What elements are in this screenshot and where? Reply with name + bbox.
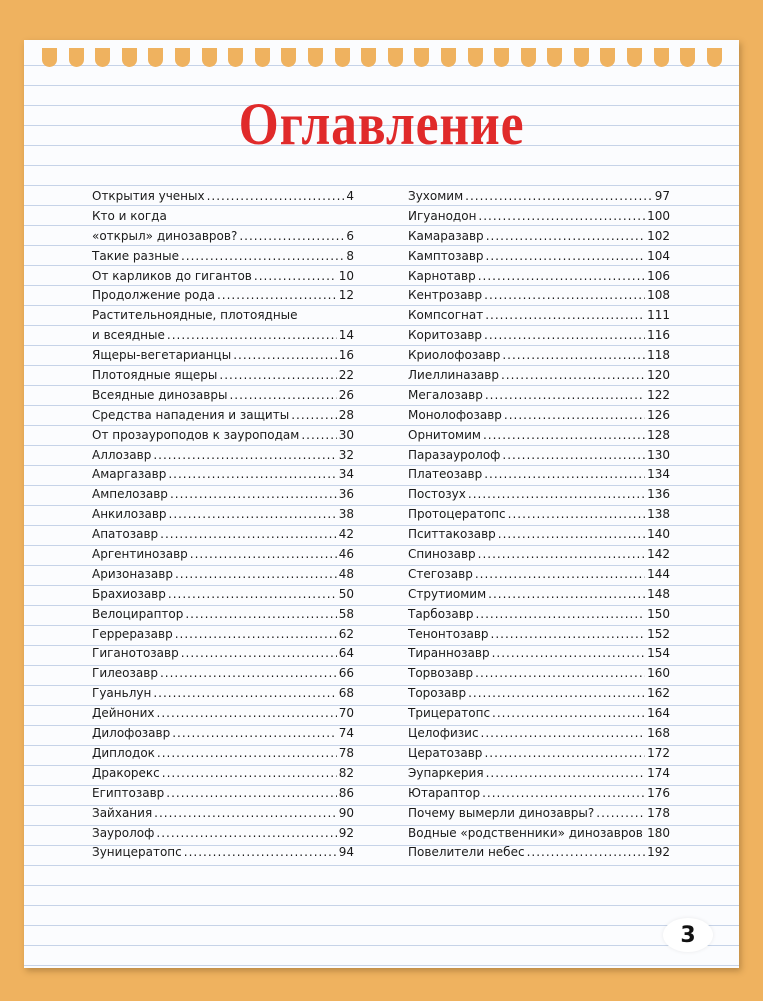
toc-entry-page: 32: [338, 447, 354, 462]
toc-entry-title: Постозух: [408, 487, 466, 502]
dot-leader: [160, 664, 337, 684]
toc-entry[interactable]: [92, 326, 354, 346]
toc-entry-title: Плотоядные ящеры: [92, 368, 218, 383]
toc-entry-title: Дейноних: [92, 706, 155, 721]
dot-leader: [219, 366, 336, 386]
dot-leader: [501, 366, 645, 386]
toc-entry[interactable]: [92, 744, 354, 764]
toc-entry-page: 142: [647, 547, 670, 562]
toc-entry-title: Зуницератопс: [92, 845, 182, 860]
toc-entry[interactable]: [92, 585, 354, 605]
toc-entry-page: 152: [647, 626, 670, 641]
toc-entry-title: Дракорекс: [92, 765, 160, 780]
dot-leader: [157, 744, 337, 764]
toc-entry-page: 97: [654, 189, 670, 203]
toc-entry-page: 50: [338, 586, 354, 601]
toc-entry-title: Диплодок: [92, 745, 155, 760]
dot-leader: [481, 724, 646, 744]
dot-leader: [168, 465, 336, 485]
dot-leader: [153, 684, 336, 704]
dot-leader: [478, 207, 645, 227]
toc-entry-title: Пситтакозавр: [408, 527, 496, 542]
toc-entry-title: Аллозавр: [92, 447, 152, 462]
dot-leader: [157, 704, 337, 724]
toc-entry-page: 30: [338, 427, 354, 442]
toc-entry-page: 120: [647, 368, 670, 383]
toc-entry[interactable]: [92, 704, 354, 724]
dot-leader: [217, 286, 337, 306]
toc-entry-page: 34: [338, 467, 354, 482]
toc-entry[interactable]: [408, 525, 670, 545]
toc-entry-title: Египтозавр: [92, 785, 165, 800]
toc-entry-page: 108: [647, 288, 670, 303]
toc-entry-title: Продолжение рода: [92, 288, 215, 303]
toc-entry-title: Лиеллиназавр: [408, 368, 499, 383]
toc-entry[interactable]: [92, 784, 354, 804]
toc-entry[interactable]: [92, 804, 354, 824]
dot-leader: [181, 247, 344, 267]
toc-entry-page: 172: [647, 745, 670, 760]
toc-entry[interactable]: [92, 227, 354, 247]
toc-entry[interactable]: [408, 744, 670, 764]
dot-leader: [498, 525, 645, 545]
toc-entry-page: 100: [647, 208, 670, 223]
toc-entry-page: 174: [647, 765, 670, 780]
toc-entry[interactable]: [92, 505, 354, 525]
toc-entry[interactable]: [92, 565, 354, 585]
toc-entry-page: 138: [647, 507, 670, 522]
dot-leader: [162, 764, 337, 784]
hole: [335, 48, 350, 67]
page-title: Оглавление: [238, 91, 525, 157]
toc-entry-page: 42: [338, 527, 354, 542]
toc-entry[interactable]: [92, 764, 354, 784]
toc-entry-title: Протоцератопс: [408, 507, 506, 522]
toc-entry[interactable]: [408, 684, 670, 704]
dot-leader: [478, 267, 645, 287]
hole: [680, 48, 695, 67]
toc-entry[interactable]: [92, 207, 354, 227]
hole: [361, 48, 376, 67]
hole: [148, 48, 163, 67]
toc-entry[interactable]: [92, 824, 354, 844]
toc-entry-title: Карнотавр: [408, 268, 476, 283]
toc-entry-page: 64: [338, 646, 354, 661]
hole: [494, 48, 509, 67]
dot-leader: [502, 346, 645, 366]
toc-entry-page: 22: [338, 368, 354, 383]
toc-entry-title: Эупаркерия: [408, 765, 484, 780]
toc-entry-title: Камаразавр: [408, 228, 484, 243]
hole: [281, 48, 296, 67]
toc-entry[interactable]: [408, 187, 670, 207]
toc-entry[interactable]: [408, 545, 670, 565]
dot-leader: [484, 326, 645, 346]
toc-entry-page: 26: [338, 387, 354, 402]
toc-entry-title: Брахиозавр: [92, 586, 166, 601]
hole: [122, 48, 137, 67]
hole: [95, 48, 110, 67]
toc-entry[interactable]: [408, 446, 670, 466]
dot-leader: [465, 187, 653, 207]
toc-entry[interactable]: [408, 605, 670, 625]
hole: [654, 48, 669, 67]
hole: [547, 48, 562, 67]
toc-entry[interactable]: [92, 485, 354, 505]
toc-entry-title: Тенонтозавр: [408, 626, 489, 641]
perforation-holes: [42, 40, 722, 70]
toc-entry[interactable]: [92, 187, 354, 207]
toc-entry[interactable]: [408, 306, 670, 326]
dot-leader: [502, 446, 645, 466]
toc-entry-page: 12: [338, 288, 354, 303]
dot-leader: [291, 406, 337, 426]
hole: [441, 48, 456, 67]
toc-entry-title: Монолофозавр: [408, 407, 502, 422]
toc-entry-title: Орнитомим: [408, 427, 481, 442]
toc-entry[interactable]: [408, 824, 670, 844]
toc-entry-title: Кентрозавр: [408, 288, 483, 303]
dot-leader: [488, 585, 645, 605]
dot-leader: [154, 804, 337, 824]
dot-leader: [160, 525, 337, 545]
toc-entry-title: Торвозавр: [408, 666, 474, 681]
toc-entry-title: Дилофозавр: [92, 726, 171, 741]
hole: [202, 48, 217, 67]
hole: [69, 48, 84, 67]
toc-entry-page: 8: [346, 248, 354, 263]
dot-leader: [484, 744, 645, 764]
toc-column-right: [408, 187, 670, 863]
hole: [42, 48, 57, 67]
toc-entry[interactable]: [92, 366, 354, 386]
toc-entry-title: Средства нападения и защиты: [92, 407, 290, 422]
dot-leader: [233, 346, 337, 366]
toc-entry[interactable]: [92, 446, 354, 466]
dot-leader: [485, 306, 645, 326]
toc-entry[interactable]: [408, 664, 670, 684]
dot-leader: [527, 843, 646, 863]
toc-entry[interactable]: [92, 684, 354, 704]
toc-entry[interactable]: [92, 605, 354, 625]
toc-entry[interactable]: [92, 644, 354, 664]
dot-leader: [172, 724, 337, 744]
toc-entry-title: Зухомим: [408, 189, 464, 203]
toc-entry-page: 74: [338, 726, 354, 741]
dot-leader: [254, 267, 337, 287]
dot-leader: [468, 684, 645, 704]
toc-entry-title: Мегалозавр: [408, 387, 483, 402]
toc-entry-page: 38: [338, 507, 354, 522]
dot-leader: [475, 565, 645, 585]
toc-entry-page: 66: [338, 666, 354, 681]
hole: [255, 48, 270, 67]
toc-entry-page: 6: [346, 228, 354, 243]
toc-entry-page: 86: [338, 785, 354, 800]
toc-entry-page: 16: [338, 348, 354, 363]
toc-entry-page: 160: [647, 666, 670, 681]
toc-entry-title: Апатозавр: [92, 527, 159, 542]
toc-entry-page: 92: [338, 825, 354, 840]
toc-entry-title: Открытия ученых: [92, 189, 205, 203]
dot-leader: [166, 784, 336, 804]
toc-entry-page: 116: [647, 328, 670, 343]
toc-entry-title: Гуаньлун: [92, 686, 152, 701]
toc-entry-page: 148: [647, 586, 670, 601]
toc-entry[interactable]: [92, 426, 354, 446]
toc-entry[interactable]: [408, 505, 670, 525]
toc-entry[interactable]: [408, 585, 670, 605]
toc-entry[interactable]: [92, 386, 354, 406]
toc-entry-page: 36: [338, 487, 354, 502]
toc-entry-page: 111: [647, 308, 670, 323]
toc-entry[interactable]: [408, 366, 670, 386]
toc-entry-title: Ютараптор: [408, 785, 481, 800]
toc-entry-page: 140: [647, 527, 670, 542]
toc-entry-page: 122: [647, 387, 670, 402]
toc-entry-title: Тарбозавр: [408, 606, 474, 621]
toc-entry[interactable]: [92, 525, 354, 545]
toc-entry-page: 106: [647, 268, 670, 283]
dot-leader: [229, 386, 336, 406]
dot-leader: [175, 625, 337, 645]
dot-leader: [596, 804, 645, 824]
toc-entry-page: 70: [338, 706, 354, 721]
dot-leader: [475, 605, 645, 625]
toc-entry-page: 90: [338, 805, 354, 820]
toc-entry-page: 118: [647, 348, 670, 363]
dot-leader: [468, 485, 645, 505]
toc-entry[interactable]: [92, 545, 354, 565]
toc-entry-title: Тираннозавр: [408, 646, 490, 661]
toc-entry-title: Гиганотозавр: [92, 646, 179, 661]
toc-entry[interactable]: [92, 625, 354, 645]
toc-entry-title: Амаргазавр: [92, 467, 167, 482]
toc-entry-title: Анкилозавр: [92, 507, 167, 522]
toc-entry-page: 134: [647, 467, 670, 482]
toc-entry-page: 128: [647, 427, 670, 442]
hole: [468, 48, 483, 67]
toc-entry-title: Повелители небес: [408, 845, 525, 860]
toc-entry-title: Растительноядные, плотоядные: [92, 308, 298, 323]
toc-entry[interactable]: [408, 267, 670, 287]
dot-leader: [175, 565, 337, 585]
hole: [521, 48, 536, 67]
toc-entry[interactable]: [408, 843, 670, 863]
toc-entry-page: 162: [647, 686, 670, 701]
toc-entry-page: 150: [647, 606, 670, 621]
toc-entry-title: Торозавр: [408, 686, 467, 701]
dot-leader: [482, 784, 645, 804]
toc-entry-title: Всеядные динозавры: [92, 387, 228, 402]
dot-leader: [181, 644, 337, 664]
toc-entry-title: Игуанодон: [408, 208, 477, 223]
toc-entry-title: Такие разные: [92, 248, 179, 263]
toc-entry[interactable]: [408, 485, 670, 505]
dot-leader: [169, 505, 337, 525]
toc-entry-page: 104: [647, 248, 670, 263]
toc-entry-page: 68: [338, 686, 354, 701]
dot-leader: [492, 644, 646, 664]
toc-entry-page: 144: [647, 566, 670, 581]
toc-entry-title: Камптозавр: [408, 248, 484, 263]
toc-entry[interactable]: [408, 804, 670, 824]
toc-entry-title: Почему вымерли динозавры?: [408, 805, 595, 820]
dot-leader: [184, 843, 337, 863]
toc-entry-page: 14: [338, 328, 354, 343]
dot-leader: [486, 247, 646, 267]
toc-entry-title: Целофизис: [408, 726, 479, 741]
page-number: 3: [663, 918, 713, 952]
dot-leader: [156, 824, 336, 844]
toc-entry[interactable]: [92, 267, 354, 287]
dot-leader: [239, 227, 344, 247]
toc-entry[interactable]: [92, 247, 354, 267]
toc-entry-title: Аргентинозавр: [92, 547, 188, 562]
toc-entry-page: 28: [338, 407, 354, 422]
toc-entry[interactable]: [408, 326, 670, 346]
toc-column-left: [92, 187, 354, 863]
toc-entry-title: Водные «родственники» динозавров: [408, 825, 643, 840]
toc-entry-page: 192: [647, 845, 670, 860]
toc-entry-title: Компсогнат: [408, 308, 484, 323]
toc-entry[interactable]: [408, 286, 670, 306]
toc-entry[interactable]: [92, 406, 354, 426]
hole: [627, 48, 642, 67]
toc-entry-page: 176: [647, 785, 670, 800]
toc-entry-title: Ампелозавр: [92, 487, 168, 502]
dot-leader: [485, 386, 645, 406]
hole: [308, 48, 323, 67]
toc-entry-title: Зайхания: [92, 805, 153, 820]
toc-entry-page: 4: [346, 189, 354, 203]
toc-entry[interactable]: [92, 724, 354, 744]
toc-entry-title: Струтиомим: [408, 586, 487, 601]
toc-entry[interactable]: [408, 784, 670, 804]
dot-leader: [492, 704, 645, 724]
toc-entry-page: 102: [647, 228, 670, 243]
dot-leader: [190, 545, 337, 565]
toc-entry[interactable]: [408, 227, 670, 247]
dot-leader: [504, 406, 645, 426]
toc-entry-title: Паразауролоф: [408, 447, 501, 462]
toc-entry-page: 94: [338, 845, 354, 860]
toc-entry[interactable]: [92, 843, 354, 863]
toc-entry[interactable]: [408, 565, 670, 585]
dot-leader: [301, 426, 336, 446]
dot-leader: [168, 585, 337, 605]
dot-leader: [486, 227, 645, 247]
dot-leader: [167, 326, 337, 346]
toc-entry-title: Герреразавр: [92, 626, 173, 641]
toc-entry-title: Гилеозавр: [92, 666, 158, 681]
toc-entry-page: 154: [647, 646, 670, 661]
toc-entry[interactable]: [408, 207, 670, 227]
toc-entry-title: Коритозавр: [408, 328, 483, 343]
toc-entry-page: 62: [338, 626, 354, 641]
toc-entry-title: Цератозавр: [408, 745, 483, 760]
toc-entry[interactable]: [408, 764, 670, 784]
toc-entry-title: Кто и когда: [92, 208, 167, 223]
notebook-page: [24, 40, 739, 968]
hole: [228, 48, 243, 67]
toc-entry[interactable]: [408, 465, 670, 485]
toc-entry-page: 10: [338, 268, 354, 283]
toc-entry[interactable]: [92, 664, 354, 684]
hole: [574, 48, 589, 67]
dot-leader: [483, 426, 645, 446]
dot-leader: [508, 505, 645, 525]
toc-entry[interactable]: [408, 247, 670, 267]
toc-entry-page: 164: [647, 706, 670, 721]
toc-entry[interactable]: [408, 406, 670, 426]
toc-entry-page: 58: [338, 606, 354, 621]
toc-entry-page: 126: [647, 407, 670, 422]
toc-entry[interactable]: [408, 386, 670, 406]
toc-entry-title: Зауролоф: [92, 825, 155, 840]
hole: [414, 48, 429, 67]
toc-entry-page: 180: [647, 825, 670, 840]
toc-entry-page: 82: [338, 765, 354, 780]
dot-leader: [478, 545, 645, 565]
toc-entry[interactable]: [408, 625, 670, 645]
toc-entry[interactable]: [92, 346, 354, 366]
hole: [600, 48, 615, 67]
toc-entry[interactable]: [92, 286, 354, 306]
toc-entry[interactable]: [408, 426, 670, 446]
dot-leader: [484, 286, 645, 306]
toc-entry[interactable]: [92, 465, 354, 485]
dot-leader: [475, 664, 645, 684]
toc-entry-page: 168: [647, 726, 670, 741]
dot-leader: [207, 187, 345, 207]
toc-entry[interactable]: [408, 704, 670, 724]
toc-entry[interactable]: [92, 306, 354, 326]
toc-entry-title: От карликов до гигантов: [92, 268, 252, 283]
toc-entry-title: Стегозавр: [408, 566, 473, 581]
toc-entry-title: Трицератопс: [408, 706, 491, 721]
toc-entry[interactable]: [408, 724, 670, 744]
dot-leader: [170, 485, 337, 505]
dot-leader: [486, 764, 646, 784]
toc-entry-page: 130: [647, 447, 670, 462]
toc-entry-title: Велоцираптор: [92, 606, 184, 621]
toc-entry-title: Криолофозавр: [408, 348, 501, 363]
dot-leader: [185, 605, 336, 625]
hole: [388, 48, 403, 67]
dot-leader: [484, 465, 645, 485]
toc-entry-page: 136: [647, 487, 670, 502]
toc-entry-title: Аризоназавр: [92, 566, 173, 581]
toc-entry-page: 48: [338, 566, 354, 581]
toc-entry-title: Спинозавр: [408, 547, 476, 562]
toc-entry-title: и всеядные: [92, 328, 165, 343]
toc-entry-page: 46: [338, 547, 354, 562]
hole: [175, 48, 190, 67]
toc-entry-title: Ящеры-вегетарианцы: [92, 348, 232, 363]
toc-entry[interactable]: [408, 346, 670, 366]
toc-entry-page: 178: [647, 805, 670, 820]
dot-leader: [491, 625, 646, 645]
toc-entry-title: От прозауроподов к зауроподам: [92, 427, 300, 442]
toc-entry[interactable]: [408, 644, 670, 664]
toc-entry-title: Платеозавр: [408, 467, 483, 482]
toc-entry-page: 78: [338, 745, 354, 760]
dot-leader: [153, 446, 336, 466]
hole: [707, 48, 722, 67]
toc-entry-title: «открыл» динозавров?: [92, 228, 238, 243]
